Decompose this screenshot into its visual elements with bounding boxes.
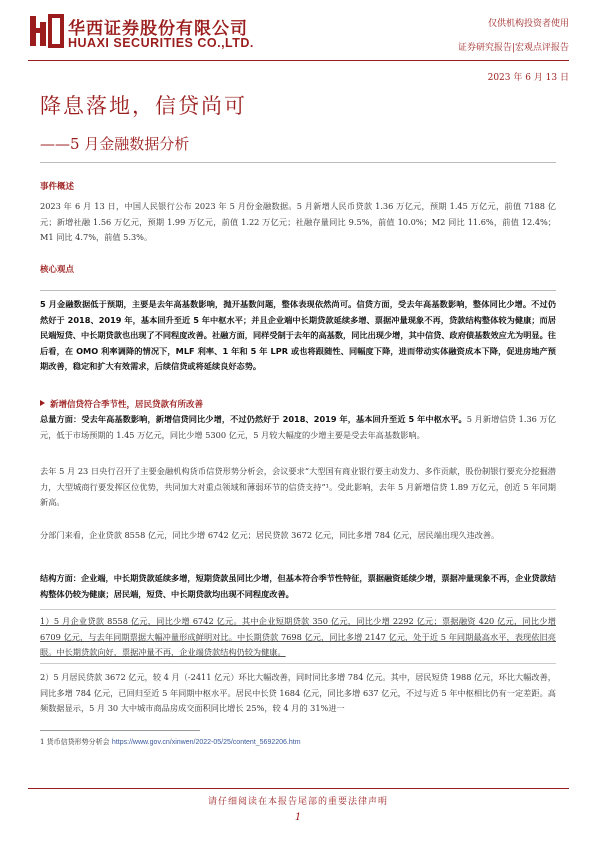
report-subtitle: ——5 月金融数据分析 xyxy=(40,135,190,153)
box1-text: 1）5 月企业贷款 8558 亿元，同比少增 6742 亿元。其中企业短期贷款 350 亿元，同比少增 2292 亿元；票据融资 420 亿元，同比少增 6709 亿元，与去年同期票据大幅冲量形成鲜明对比。中长期贷款 7698 亿元，同比多增 2147 亿元，处于近 5 年同期最高水平，表现依旧亮眼。中长期贷款向好，票据冲量不再，企业端贷款结构仍较为健康。 xyxy=(40,616,556,657)
audience-note: 仅供机构投资者使用 xyxy=(487,19,569,29)
core-text: 5 月金融数据低于预期，主要是去年高基数影响，抛开基数问题，整体表现依然尚可。信贷方面，受去年高基数影响，整体同比少增。不过仍然好于 2018、2019 年，基本回升至近 5 年中枢水平；并且企业端中长期贷款延续多增、票据冲量现象不再，贷款结构整体较为健康；而居民端短贷、中长期贷款也出现了不同程度改善。社融方面，同样受制于去年的高基数，同比出现少增，其中信贷、政府债基数效应尤为明显。往后看，在 OMO 利率调降的情况下，MLF 利率、1 年和 5 年 LPR 或也将跟随性、同幅度下降，进而带动实体融资成本下降，促进房地产预期改善，稳定和扩大有效需求，后续信贷或将延续良好态势。 xyxy=(40,299,556,371)
core-divider xyxy=(40,290,556,291)
header-divider xyxy=(28,60,569,61)
structure-text: 结构方面：企业端，中长期贷款延续多增，短期贷款虽同比少增，但基本符合季节性特征，票据融资延续少增，票据冲量现象不再，企业贷款结构整体仍较为健康；居民端，短贷、中长期贷款均出现不同程度改善。 xyxy=(40,573,556,599)
section1-bullet xyxy=(40,398,203,410)
box2-text: 2）5 月居民贷款 3672 亿元，较 4 月（-2411 亿元）环比大幅改善，同时同比多增 784 亿元。其中，居民短贷 1988 亿元，环比大幅改善，同比多增 784 亿元，已回归至近 5 年同期中枢水平。居民中长贷 1684 亿元，同比多增 637 亿元，不过与近 5 年中枢相比仍有一定差距。高频数据显示，5 月 30 大中城市商品房成交面积同比增长 25%，较 4 月的 31%进一 xyxy=(40,672,556,713)
company-name-cn: 华西证券股份有限公司 xyxy=(68,19,248,39)
section1-lead-bold: 总量方面：受去年高基数影响，新增信贷同比少增，不过仍然好于 2018、2019 年，基本回升至近 5 年中枢水平。 xyxy=(40,414,467,424)
box1-bottom-line xyxy=(40,663,556,664)
event-text: 2023 年 6 月 13 日，中国人民银行公布 2023 年 5 月份金融数据。5 月新增人民币贷款 1.36 万亿元，预期 1.45 万亿元，前值 7188 亿元；新增社融 1.56 万亿元，预期 1.99 万亿元，前值 1.22 万亿元；社融存量同比 9.5%，前值 10.0%；M2 同比 11.6%，前值 12.4%；M1 同比 4.7%，前值 5.3%。 xyxy=(40,201,556,242)
footer-divider xyxy=(28,788,569,789)
footnote-link[interactable]: https://www.gov.cn/xinwen/2022-05/25/content_5692206.htm xyxy=(111,739,301,746)
section1-para3: 分部门来看，企业贷款 8558 亿元，同比少增 6742 亿元；居民贷款 3672 亿元，同比多增 784 亿元，居民端出现久违改善。 xyxy=(40,530,500,540)
footnote xyxy=(40,737,301,747)
core-heading: 核心观点 xyxy=(40,265,75,275)
report-title: 降息落地，信贷尚可 xyxy=(40,94,247,118)
section1-lead-rest: 5 月新增信贷 1.36 万亿元，低于市场预期的 1.45 万亿元，同比少增 5300 亿元，5 月较大幅度的少增主要是受去年高基数影响。 xyxy=(40,414,556,440)
box1-top-line xyxy=(40,609,556,610)
event-heading: 事件概述 xyxy=(40,182,75,192)
section1-para2: 去年 5 月 23 日央行召开了主要金融机构货币信贷形势分析会，会议要求“大型国有商业银行要主动发力、多作贡献，股份制银行要充分挖掘潜力，大型城商行要发挥区位优势，共同加大对重点领域和薄弱环节的信贷支持”¹。受此影响，去年 5 月新增信贷 1.89 万亿元，创近 5 年同期新高。 xyxy=(40,466,556,507)
legal-disclaimer-link[interactable]: 请仔细阅读在本报告尾部的重要法律声明 xyxy=(207,797,388,807)
bullet-arrow-icon xyxy=(40,400,45,406)
report-date: 2023 年 6 月 13 日 xyxy=(487,73,569,83)
title-divider xyxy=(40,162,556,163)
section1-lead xyxy=(40,412,556,443)
footnote-text: 1 货币信贷形势分析会 xyxy=(40,738,110,746)
page-number: 1 xyxy=(294,812,302,823)
footnote-divider xyxy=(40,730,200,731)
section1-heading: 新增信贷符合季节性，居民贷款有所改善 xyxy=(50,400,204,410)
company-logo-icon xyxy=(28,14,64,48)
report-type: 证券研究报告|宏观点评报告 xyxy=(457,43,569,53)
company-name-en: HUAXI SECURITIES CO.,LTD. xyxy=(68,36,254,50)
